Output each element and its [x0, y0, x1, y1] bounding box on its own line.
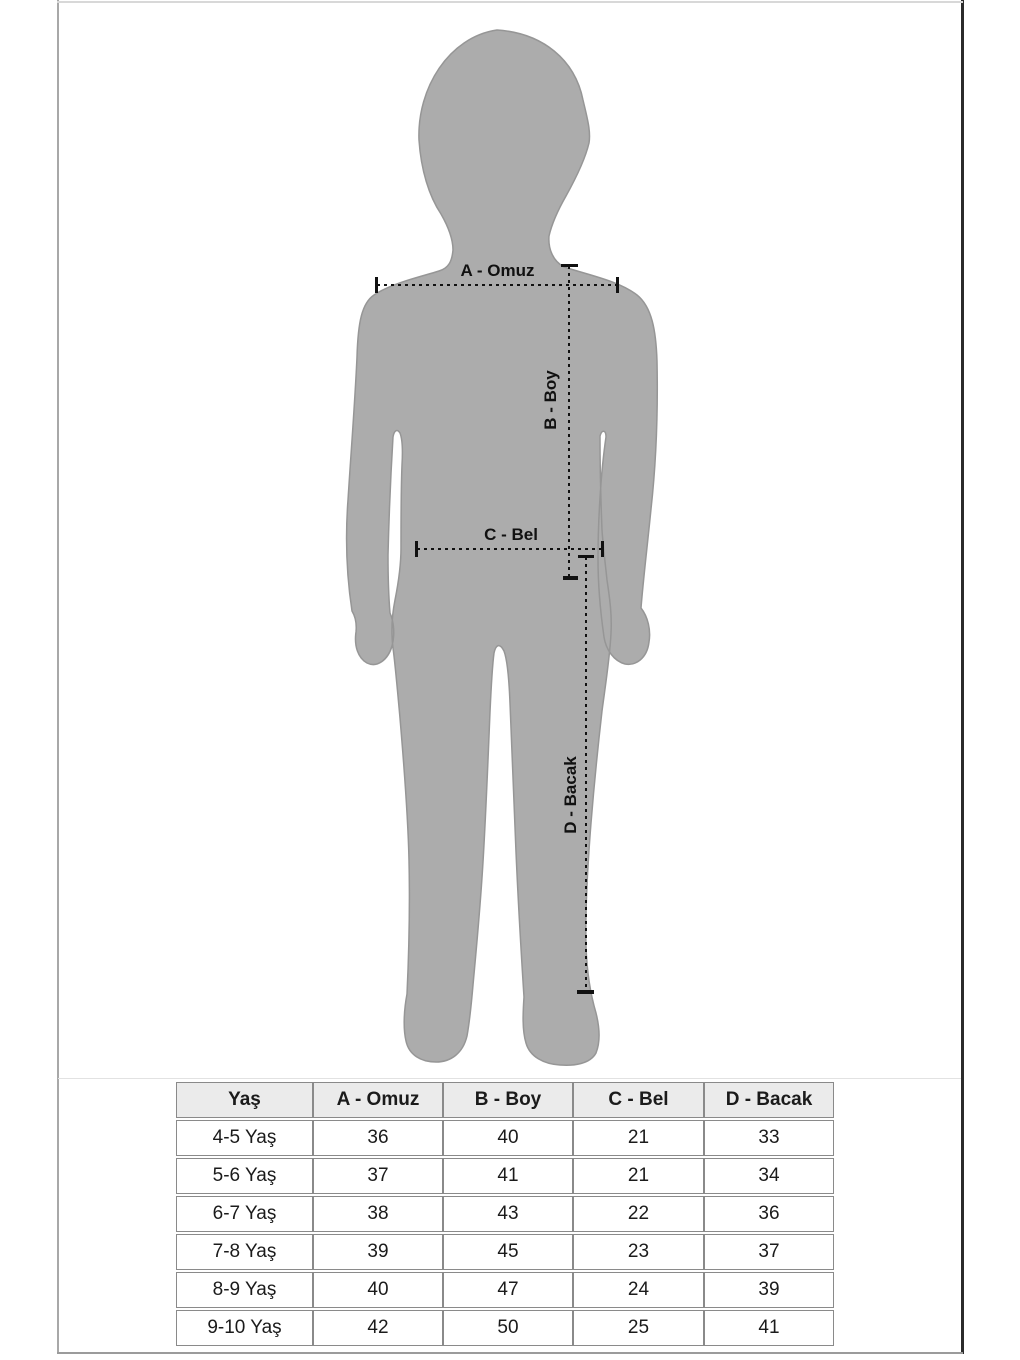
age-cell: 8-9 Yaş: [176, 1272, 313, 1308]
table-cell: 33: [704, 1120, 834, 1156]
table-cell: 41: [704, 1310, 834, 1346]
table-cell: 37: [704, 1234, 834, 1270]
tick-shoulder-left: [375, 277, 378, 293]
table-cell: 41: [443, 1158, 573, 1194]
tick-waist-left: [415, 541, 418, 557]
table-cell: 37: [313, 1158, 443, 1194]
table-row: [176, 1120, 834, 1156]
size-table: [176, 1080, 834, 1348]
table-cell: 21: [573, 1158, 704, 1194]
size-table-header-row: [176, 1082, 834, 1118]
table-cell: 39: [704, 1272, 834, 1308]
tick-leg-bottom: [577, 990, 594, 994]
table-cell: 39: [313, 1234, 443, 1270]
table-cell: 45: [443, 1234, 573, 1270]
tick-waist-right: [601, 541, 604, 557]
table-cell: 47: [443, 1272, 573, 1308]
table-cell: 23: [573, 1234, 704, 1270]
table-cell: 36: [313, 1120, 443, 1156]
header-leg: D - Bacak: [704, 1082, 834, 1118]
age-cell: 5-6 Yaş: [176, 1158, 313, 1194]
table-cell: 42: [313, 1310, 443, 1346]
tick-shoulder-right: [616, 277, 619, 293]
table-row: [176, 1234, 834, 1270]
age-cell: 7-8 Yaş: [176, 1234, 313, 1270]
table-cell: 40: [443, 1120, 573, 1156]
child-silhouette: [347, 30, 658, 1065]
header-shoulder: A - Omuz: [313, 1082, 443, 1118]
age-cell: 4-5 Yaş: [176, 1120, 313, 1156]
tick-leg-top: [578, 555, 594, 558]
header-body: B - Boy: [443, 1082, 573, 1118]
table-cell: 22: [573, 1196, 704, 1232]
table-cell: 25: [573, 1310, 704, 1346]
header-age: Yaş: [176, 1082, 313, 1118]
table-cell: 24: [573, 1272, 704, 1308]
table-cell: 40: [313, 1272, 443, 1308]
table-cell: 50: [443, 1310, 573, 1346]
measure-label-waist: C - Bel: [484, 525, 538, 544]
table-row: [176, 1310, 834, 1346]
age-cell: 6-7 Yaş: [176, 1196, 313, 1232]
table-row: [176, 1272, 834, 1308]
header-waist: C - Bel: [573, 1082, 704, 1118]
table-row: [176, 1158, 834, 1194]
table-cell: 43: [443, 1196, 573, 1232]
table-cell: 34: [704, 1158, 834, 1194]
table-cell: 36: [704, 1196, 834, 1232]
tick-body-bottom: [563, 576, 578, 580]
measure-label-leg: D - Bacak: [561, 756, 580, 834]
measure-label-body: B - Boy: [541, 370, 560, 430]
table-cell: 38: [313, 1196, 443, 1232]
bottom-border-line: [57, 1352, 963, 1354]
table-row: [176, 1196, 834, 1232]
table-cell: 21: [573, 1120, 704, 1156]
measure-label-shoulder: A - Omuz: [460, 261, 535, 280]
age-cell: 9-10 Yaş: [176, 1310, 313, 1346]
